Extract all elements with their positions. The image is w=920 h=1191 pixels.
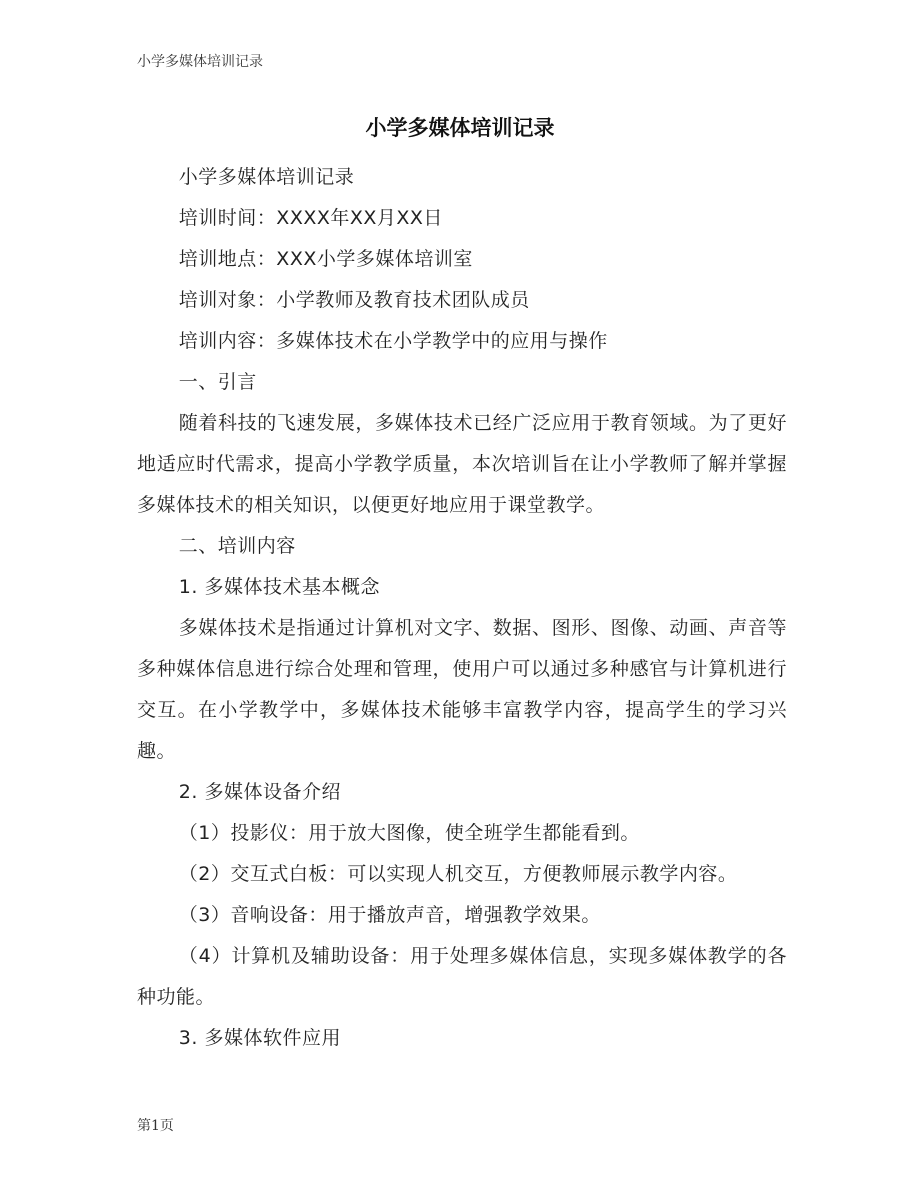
running-header: 小学多媒体培训记录 xyxy=(137,54,263,70)
subtitle-line: 小学多媒体培训记录 xyxy=(178,166,355,188)
subheading-concept: 1. 多媒体技术基本概念 xyxy=(178,576,380,598)
training-content: 培训内容：多媒体技术在小学教学中的应用与操作 xyxy=(178,330,608,352)
document-title: 小学多媒体培训记录 xyxy=(365,116,555,140)
device-audio: （3）音响设备：用于播放声音，增强教学效果。 xyxy=(178,904,601,926)
concept-paragraph: 多媒体技术是指通过计算机对文字、数据、图形、图像、动画、声音等多种媒体信息进行综合处理和管理，使用户可以通过多种感官与计算机进行交互。在小学教学中，多媒体技术能够丰富教学内容，提高学生的学习兴趣。 xyxy=(137,617,787,762)
page-number: 第1页 xyxy=(137,1118,174,1134)
subheading-software: 3. 多媒体软件应用 xyxy=(178,1027,341,1049)
subheading-devices: 2. 多媒体设备介绍 xyxy=(178,781,341,803)
training-time: 培训时间：XXXX年XX月XX日 xyxy=(178,207,443,229)
device-projector: （1）投影仪：用于放大图像，使全班学生都能看到。 xyxy=(178,822,640,844)
training-location: 培训地点：XXX小学多媒体培训室 xyxy=(178,248,473,270)
section-heading-content: 二、培训内容 xyxy=(178,535,296,557)
device-computer: （4）计算机及辅助设备：用于处理多媒体信息，实现多媒体教学的各种功能。 xyxy=(137,945,787,1008)
section-heading-intro: 一、引言 xyxy=(178,371,257,393)
intro-paragraph: 随着科技的飞速发展，多媒体技术已经广泛应用于教育领域。为了更好地适应时代需求，提高小学教学质量，本次培训旨在让小学教师了解并掌握多媒体技术的相关知识，以便更好地应用于课堂教学。 xyxy=(137,412,787,516)
document-body xyxy=(137,157,787,1059)
training-audience: 培训对象：小学教师及教育技术团队成员 xyxy=(178,289,530,311)
device-whiteboard: （2）交互式白板：可以实现人机交互，方便教师展示教学内容。 xyxy=(178,863,738,885)
